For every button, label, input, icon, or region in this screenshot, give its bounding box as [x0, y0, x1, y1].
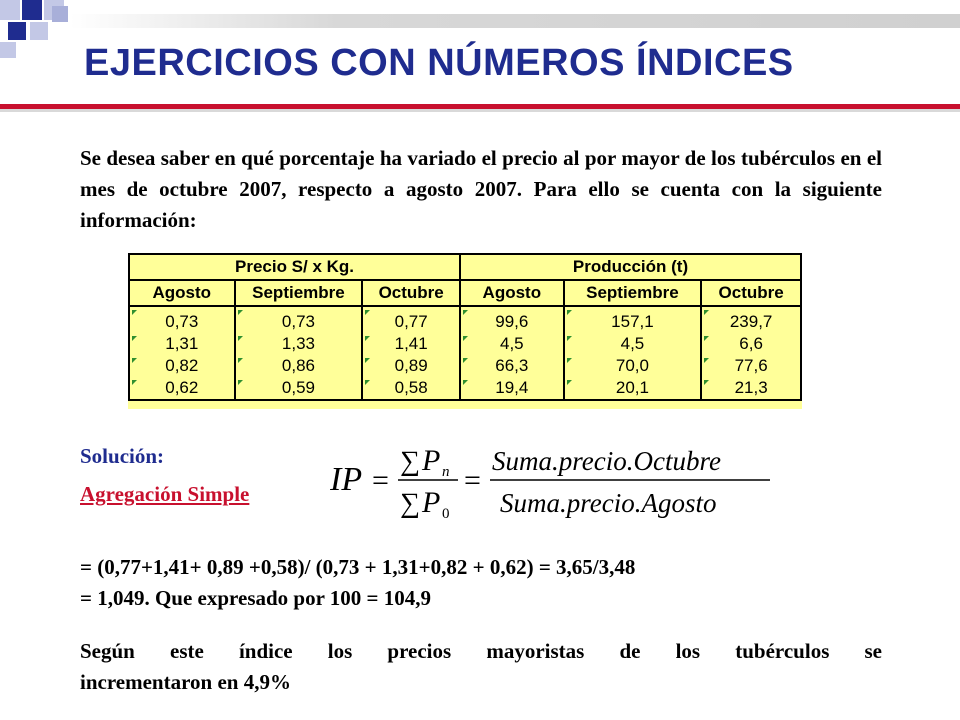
table-cell: 99,6: [460, 306, 564, 333]
table-cell: 4,5: [564, 333, 702, 355]
group-header-production: Producción (t): [460, 254, 801, 280]
table-cell: 21,3: [701, 377, 801, 400]
solution-label: Solución:: [80, 444, 165, 468]
calculation: [80, 552, 880, 614]
formula-denominator-sub: 0: [442, 506, 450, 520]
formula-equals-2: =: [464, 464, 481, 497]
method-label: Agregación Simple: [80, 482, 250, 506]
calculation-line-1: = (0,77+1,41+ 0,89 +0,58)/ (0,73 + 1,31+0,82 + 0,62) = 3,65/3,48: [80, 555, 636, 579]
table-cell: 0,58: [362, 377, 460, 400]
table-cell: 20,1: [564, 377, 702, 400]
table-cell: 6,6: [701, 333, 801, 355]
table-cell: 0,89: [362, 355, 460, 377]
index-formula: [330, 438, 790, 520]
table-cell: 77,6: [701, 355, 801, 377]
table-cell: 4,5: [460, 333, 564, 355]
decor-square: [8, 22, 26, 40]
decor-square: [52, 6, 68, 22]
table-cell: 1,31: [129, 333, 235, 355]
conclusion-line-1: Según este índice los precios mayoristas de los tubérculos se: [80, 639, 882, 663]
group-header-price: Precio S/ x Kg.: [129, 254, 460, 280]
table-row: [129, 355, 801, 377]
decor-square: [30, 22, 48, 40]
formula-numerator-sub: n: [442, 464, 450, 480]
data-table-container: [128, 253, 802, 409]
table-cell: 66,3: [460, 355, 564, 377]
table-cell: 19,4: [460, 377, 564, 400]
conclusion: [80, 636, 882, 698]
column-header: Agosto: [460, 280, 564, 306]
table-cell: 0,59: [235, 377, 363, 400]
title-underline-gray: [0, 109, 960, 112]
table-cell: 0,73: [129, 306, 235, 333]
conclusion-line-2: incrementaron en 4,9%: [80, 670, 291, 694]
formula-sum-symbol: ∑: [400, 446, 420, 477]
table-cell: 0,82: [129, 355, 235, 377]
table-cell: 1,41: [362, 333, 460, 355]
decor-square: [0, 42, 16, 58]
column-header: Octubre: [362, 280, 460, 306]
column-header: Agosto: [129, 280, 235, 306]
table-cell: 157,1: [564, 306, 702, 333]
table-row: [129, 377, 801, 400]
formula-denominator-var: P: [422, 486, 441, 519]
problem-statement: Se desea saber en qué porcentaje ha variado el precio al por mayor de los tubérculos en el mes de octubre 2007, respecto a agosto 2007. Para ello se cuenta con la siguiente información:: [80, 146, 882, 232]
table-row: [129, 306, 801, 333]
column-header: Septiembre: [235, 280, 363, 306]
table-cell: 70,0: [564, 355, 702, 377]
decor-square: [22, 0, 42, 20]
calculation-line-2: = 1,049. Que expresado por 100 = 104,9: [80, 586, 432, 610]
table-cell: 0,62: [129, 377, 235, 400]
slide-title: EJERCICIOS CON NÚMEROS ÍNDICES: [84, 42, 794, 84]
formula-numerator-text: Suma.precio.Octubre: [492, 446, 721, 476]
table-cell: 0,86: [235, 355, 363, 377]
header-gradient-bar: [70, 14, 960, 28]
table-cell: 0,73: [235, 306, 363, 333]
decor-square: [0, 0, 20, 20]
formula-equals: =: [372, 464, 389, 497]
table-cell: 239,7: [701, 306, 801, 333]
formula-sum-symbol-den: ∑: [400, 488, 420, 519]
column-header: Septiembre: [564, 280, 702, 306]
formula-numerator-var: P: [422, 444, 441, 477]
formula-lhs: IP: [330, 461, 363, 498]
price-production-table: [128, 253, 802, 401]
formula-denominator-text: Suma.precio.Agosto: [500, 488, 717, 518]
table-cell: 1,33: [235, 333, 363, 355]
column-header: Octubre: [701, 280, 801, 306]
table-row: [129, 333, 801, 355]
table-cell: 0,77: [362, 306, 460, 333]
